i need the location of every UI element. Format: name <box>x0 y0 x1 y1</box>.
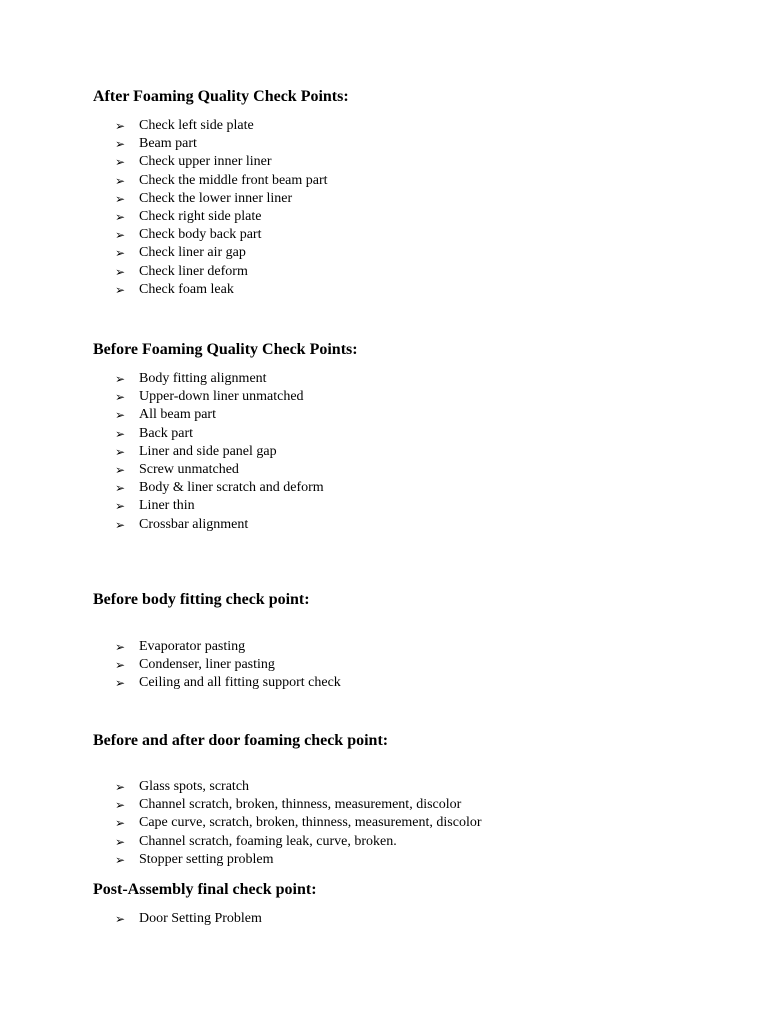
arrowhead-bullet-icon: ➢ <box>115 640 126 654</box>
arrowhead-bullet-icon: ➢ <box>115 282 126 297</box>
arrowhead-bullet-icon: ➢ <box>115 209 126 224</box>
arrowhead-bullet-icon: ➢ <box>115 119 126 133</box>
arrowhead-bullet-icon: ➢ <box>115 658 126 673</box>
section-heading-after-foaming: After Foaming Quality Check Points: <box>93 88 349 105</box>
arrowhead-bullet-icon: ➢ <box>115 780 126 794</box>
arrowhead-bullet-icon: ➢ <box>115 228 126 243</box>
arrowhead-bullet-icon: ➢ <box>115 444 126 459</box>
arrowhead-bullet-icon: ➢ <box>115 155 126 170</box>
arrowhead-bullet-icon: ➢ <box>115 408 126 423</box>
arrowhead-bullet-icon: ➢ <box>115 137 126 152</box>
arrowhead-bullet-icon: ➢ <box>115 372 126 386</box>
section-heading-post-assembly: Post-Assembly final check point: <box>93 881 317 898</box>
arrowhead-bullet-icon: ➢ <box>115 481 126 496</box>
arrowhead-bullet-icon: ➢ <box>115 912 126 926</box>
arrowhead-bullet-icon: ➢ <box>115 264 126 279</box>
arrowhead-bullet-icon: ➢ <box>115 852 126 867</box>
section-heading-door-foaming: Before and after door foaming check point: <box>93 732 389 749</box>
section-heading-before-foaming: Before Foaming Quality Check Points: <box>93 341 358 358</box>
arrowhead-bullet-icon: ➢ <box>115 173 126 188</box>
arrowhead-bullet-icon: ➢ <box>115 816 126 831</box>
arrowhead-bullet-icon: ➢ <box>115 834 126 849</box>
arrowhead-bullet-icon: ➢ <box>115 499 126 514</box>
arrowhead-bullet-icon: ➢ <box>115 798 126 813</box>
arrowhead-bullet-icon: ➢ <box>115 246 126 261</box>
section-heading-before-body-fitting: Before body fitting check point: <box>93 591 310 608</box>
arrowhead-bullet-icon: ➢ <box>115 462 126 477</box>
arrowhead-bullet-icon: ➢ <box>115 191 126 206</box>
arrowhead-bullet-icon: ➢ <box>115 390 126 405</box>
arrowhead-bullet-icon: ➢ <box>115 426 126 441</box>
arrowhead-bullet-icon: ➢ <box>115 676 126 691</box>
arrowhead-bullet-icon: ➢ <box>115 517 126 532</box>
